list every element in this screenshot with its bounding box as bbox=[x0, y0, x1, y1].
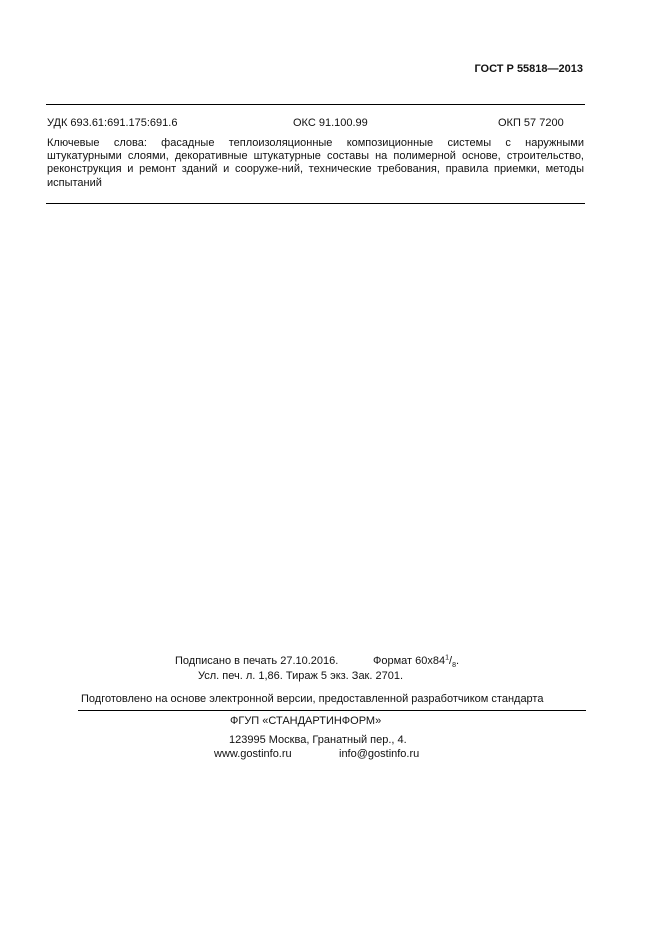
signed-date: Подписано в печать 27.10.2016. bbox=[175, 655, 339, 667]
paper-format-denominator: 8 bbox=[452, 662, 456, 670]
paper-format-tail: . bbox=[455, 655, 460, 667]
keywords-line: реконструкция и ремонт зданий и сооруже-ний, технические требования, правила приемки, методы bbox=[47, 163, 584, 176]
paper-format: Формат $60x84^1/_8$. bbox=[373, 654, 460, 670]
print-info: Усл. печ. л. 1,86. Тираж 5 экз. Зак. 2701. bbox=[198, 670, 404, 682]
publisher-divider bbox=[78, 710, 586, 711]
publisher-address: 123995 Москва, Гранатный пер., 4. bbox=[229, 734, 407, 746]
top-divider bbox=[46, 104, 585, 105]
keywords-line: штукатурными слоями, декоративные штукатурные составы на полимерной основе, строительство, bbox=[47, 150, 584, 163]
paper-format-numerator: 1 bbox=[445, 654, 450, 662]
prepared-note: Подготовлено на основе электронной версии, предоставленной разработчиком стандарта bbox=[81, 693, 544, 705]
oks-code: ОКС 91.100.99 bbox=[293, 117, 368, 129]
email-link[interactable]: info@gostinfo.ru bbox=[339, 748, 420, 760]
keywords-paragraph bbox=[47, 137, 584, 190]
udk-code: УДК 693.61:691.175:691.6 bbox=[47, 117, 178, 129]
keywords-line: испытаний bbox=[47, 176, 102, 189]
keywords-divider bbox=[46, 203, 585, 204]
website-link[interactable]: www.gostinfo.ru bbox=[214, 748, 292, 760]
gost-number: ГОСТ Р 55818—2013 bbox=[474, 63, 583, 75]
okp-code: ОКП 57 7200 bbox=[498, 117, 564, 129]
keywords-line: Ключевые слова: фасадные теплоизоляционные композиционные системы с наружными bbox=[47, 137, 584, 149]
publisher-name: ФГУП «СТАНДАРТИНФОРМ» bbox=[230, 715, 382, 727]
paper-format-label: Формат 60x84 bbox=[373, 655, 446, 667]
